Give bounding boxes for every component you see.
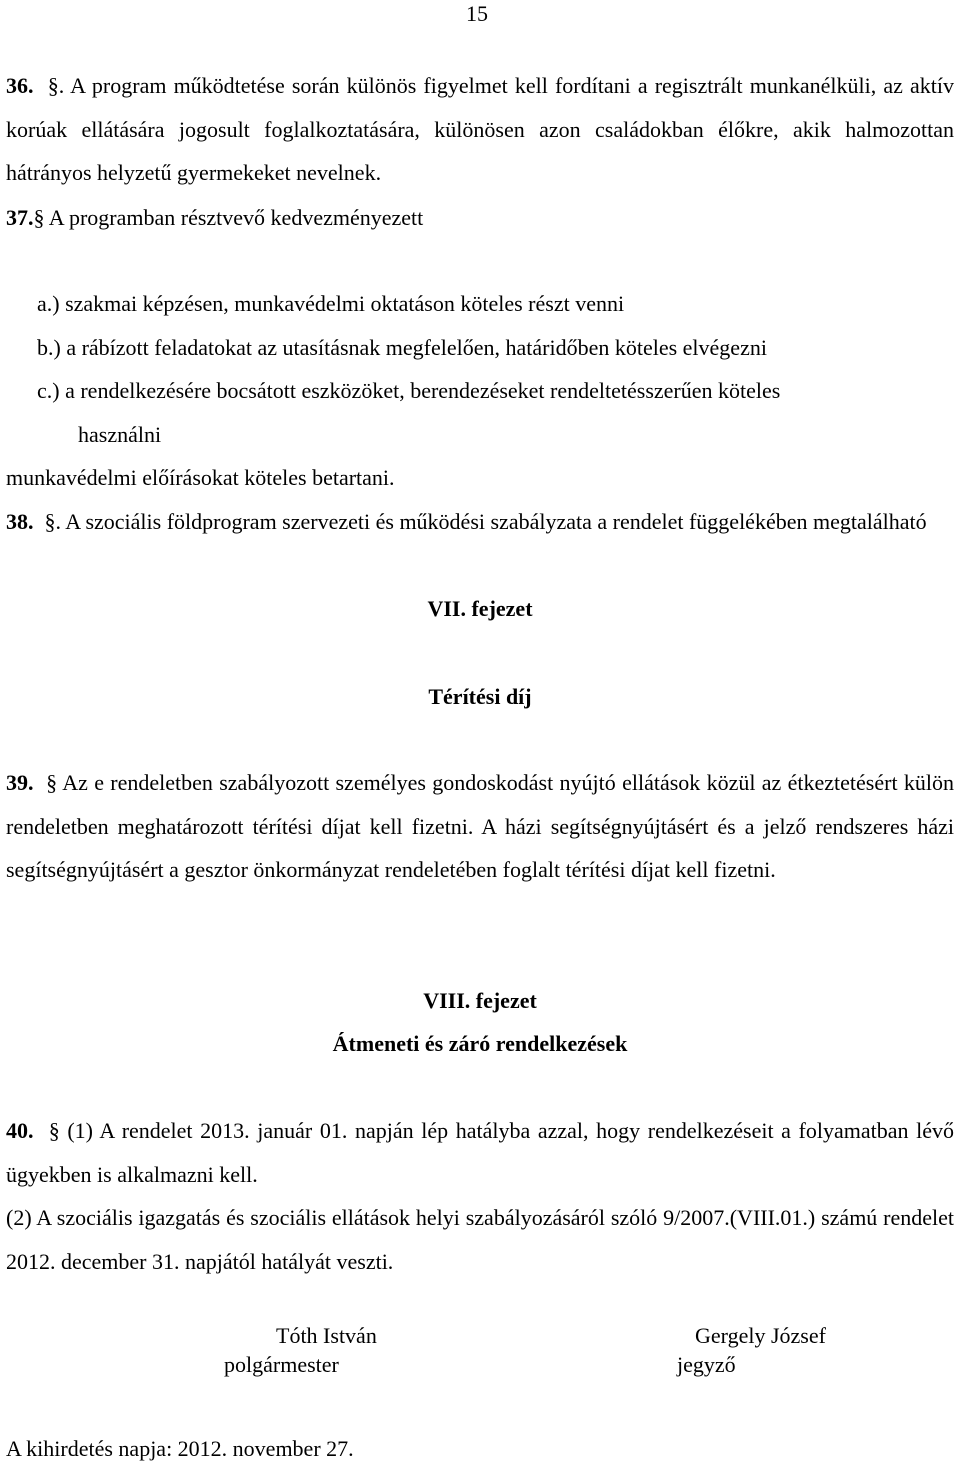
section-39-text: Az e rendeletben szabályozott személyes gondoskodást nyújtó ellátások közül az étkeztetésért külön rendeletben meghatározott térítési díjat kell fizetni. A házi segítségnyújtásért és a jelző rendszeres házi segítségnyújtásért a gesztor önkormányzat rendeletében foglalt térítési díjat kell fizetni. [6, 770, 954, 882]
list-item-b: b.) a rábízott feladatokat az utasításnak megfelelően, határidőben köteles elvégezni [37, 334, 767, 360]
section-36 [6, 64, 954, 195]
section-37-closing: munkavédelmi előírásokat köteles betartani. [6, 465, 395, 490]
announcement-date: A kihirdetés napja: 2012. november 27. [6, 1436, 354, 1461]
section-37-heading [6, 196, 954, 240]
page-number: 15 [466, 1, 488, 26]
chapter-8-title: VIII. fejezet [423, 988, 537, 1013]
section-37-list [6, 282, 954, 500]
section-39-number: 39. [6, 770, 34, 795]
signature-left-name: Tóth István [276, 1323, 377, 1348]
section-40-paragraph-1 [6, 1109, 954, 1196]
section-38-number: 38. [6, 509, 34, 534]
section-38-text: . A szociális földprogram szervezeti és működési szabályzata a rendelet függelékében megtalálható [55, 509, 927, 534]
chapter-7-subtitle: Térítési díj [428, 684, 532, 709]
signature-right-name: Gergely József [695, 1323, 826, 1348]
chapter-8-subtitle: Átmeneti és záró rendelkezések [332, 1031, 628, 1056]
section-37-text: A programban résztvevő kedvezményezett [44, 205, 424, 230]
section-37-number: 37. [6, 205, 34, 230]
list-item-c: c.) a rendelkezésére bocsátott eszközöket, berendezéseket rendeltetésszerűen köteles [37, 378, 781, 403]
section-mark-icon: § [48, 1118, 60, 1143]
list-item-c-continuation: használni [78, 421, 162, 447]
section-36-text: . A program működtetése során különös figyelmet kell fordítani a regisztrált munkanélküli, az aktív korúak ellátására jogosult foglalkoztatására, különösen azon családokban élőkre, akik halmozottan hátrányos helyzetű gyermekeket nevelnek. [6, 73, 954, 185]
signature-right-title: jegyző [677, 1352, 736, 1377]
section-mark-icon: § [33, 205, 45, 230]
section-mark-icon: § [44, 509, 56, 534]
list-item-a: a.) szakmai képzésen, munkavédelmi oktatáson köteles részt venni [37, 291, 625, 316]
chapter-7-title: VII. fejezet [427, 596, 533, 621]
section-40-paragraph-2: (2) A szociális igazgatás és szociális ellátások helyi szabályozásáról szóló 9/2007.(VIII.01.) számú rendelet 2012. december 31. napjától hatályát veszti. [6, 1205, 954, 1274]
signature-left-title: polgármester [224, 1352, 339, 1377]
section-36-number: 36. [6, 73, 34, 98]
section-mark-icon: § [46, 770, 58, 795]
section-40-text-1: (1) A rendelet 2013. január 01. napján lép hatályba azzal, hogy rendelkezéseit a folyamatban lévő ügyekben is alkalmazni kell. [6, 1118, 955, 1187]
section-38 [6, 500, 954, 544]
section-39 [6, 761, 954, 892]
section-40-number: 40. [6, 1118, 34, 1143]
section-mark-icon: § [47, 73, 59, 98]
